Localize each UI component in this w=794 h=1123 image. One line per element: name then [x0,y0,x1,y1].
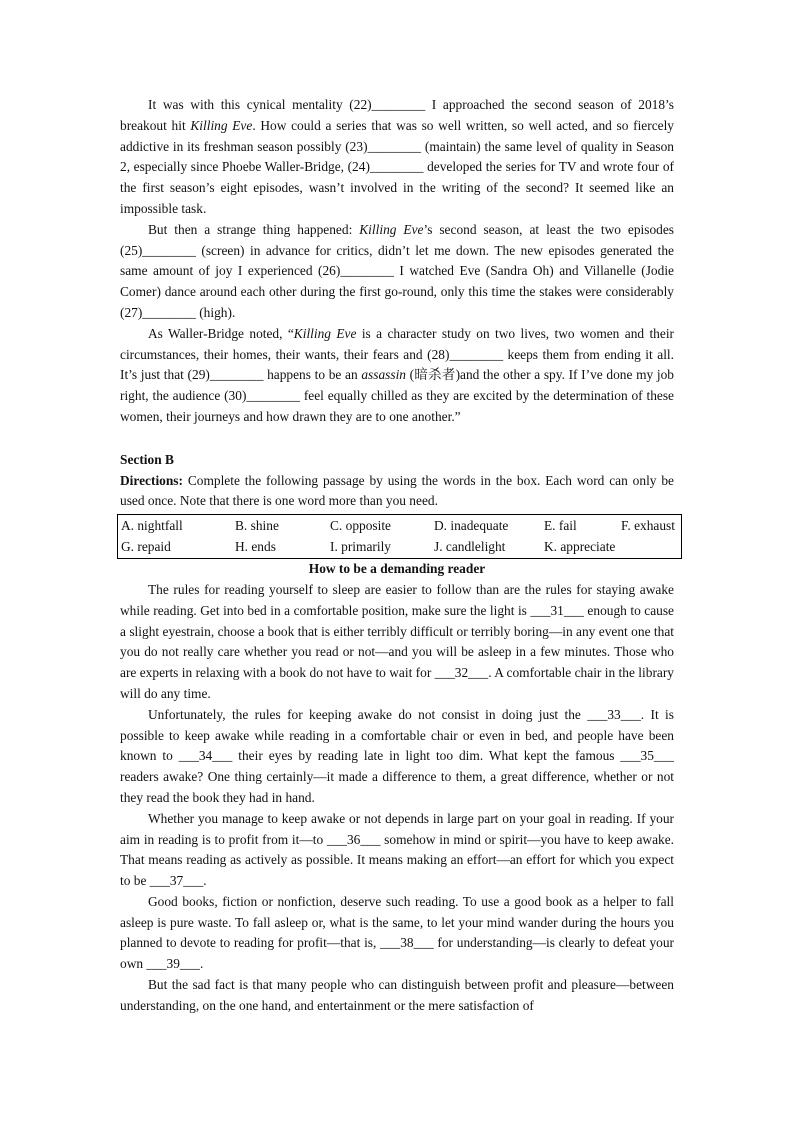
section-gap [120,428,674,450]
section-b-passage [120,580,674,1017]
word-option: A. nightfall [121,518,183,534]
text-run: is a character study on two lives, two women and their circumstances, their homes, their wants, their fears and (28)________ keeps them from ending it all. It’s just that (29)________ happens to be an [120,325,675,383]
passage-title: How to be a demanding reader [308,561,486,577]
directions-label: Directions: [120,472,183,488]
text-run: But then a strange thing happened: [148,221,360,237]
section-a-paragraph [120,220,674,324]
section-b-paragraph: But the sad fact is that many people who can distinguish between profit and pleasure—between understanding, on the one hand, and entertainment or the mere satisfaction of [120,977,674,1013]
word-option: G. repaid [121,538,171,554]
italic-text: Killing Eve [293,325,357,341]
text-run: . How could a series that was so well written, so well acted, and so fiercely addictive in its freshman season possibly (23)________ (maintain) the same level of quality in Season 2, especially since Phoebe Waller-Bridge, (24)________ developed the series for TV and wrote four of the first season’s eight episodes, wasn’t involved in the writing of the second? It seemed like an impossible task. [120,117,674,216]
italic-text: Killing Eve [190,117,253,133]
directions-text: Complete the following passage by using the words in the box. Each word can only be used once. Note that there is one word more than you need. [120,472,674,509]
word-option: J. candlelight [434,538,506,554]
word-option: I. primarily [330,538,391,554]
word-option: E. fail [544,518,577,534]
word-option: H. ends [235,538,276,554]
section-b-paragraph: Good books, fiction or nonfiction, deserve such reading. To use a good book as a helper to fall asleep is pure waste. To fall asleep or, what is the same, to let your mind wander during the hours you planned to devote to reading for profit—that is, ___38___ for understanding—is clearly to defeat your own ___39___. [120,893,674,972]
word-option: F. exhaust [621,518,675,534]
section-b-paragraph: The rules for reading yourself to sleep are easier to follow than are the rules for staying awake while reading. Get into bed in a comfortable position, make sure the light is ___31___ enough to cause a slight eyestrain, choose a book that is either terribly difficult or terribly boring—in any event one that you do not really care whether you read or not—and you will be asleep in a few minutes. Those who are experts in relaxing with a book do not have to wait for ___32___. A comfortable chair in the library will do any time. [120,581,674,701]
word-option [619,537,681,558]
section-b-paragraph: Whether you manage to keep awake or not depends in large part on your goal in reading. If your aim in reading is to profit from it—to ___36___ somehow in mind or spirit—you have to keep awake. That means reading as actively as possible. It means making an effort—an effort for which you expect to be ___37___. [120,810,674,889]
text-run: ’s second season, at least the two episodes (25)________ (screen) in advance for critics, didn’t let me down. The new episodes generated the same amount of joy I experienced (26)________ I watched Eve (Sandra Oh) and Villanelle (Jodie Comer) dance around each other during the first go-round, only this time the stakes were considerably (27)________ (high). [120,221,675,320]
word-option: K. appreciate [544,538,616,554]
section-a-paragraph [120,95,674,220]
directions [120,471,674,513]
italic-text: Killing Eve [359,221,424,237]
section-a-paragraph [120,324,674,428]
text-run: It was with this cynical mentality (22)________ I approached the second season of 2018’s breakout hit [120,97,674,133]
word-box [117,514,682,559]
document-page [120,95,674,1017]
word-option: D. inadequate [434,518,509,534]
section-b-title: Section B [120,451,174,467]
word-option: C. opposite [330,518,392,534]
text-run: As Waller-Bridge noted, “ [148,325,294,341]
section-b-paragraph: Unfortunately, the rules for keeping awake do not consist in doing just the ___33___. It is possible to keep awake while reading in a comfortable chair or even in bed, and people have been known to ___34___ their eyes by reading late in light too dim. What kept the famous ___35___ readers awake? One thing certainly—it made a difference to them, a great difference, whether or not they read the book they had in hand. [120,706,674,805]
word-option: B. shine [235,518,279,534]
text-run: (暗杀者)and the other a spy. If I’ve done my job right, the audience (30)________ feel equally chilled as they are excited by the determination of these women, their journeys and how drawn they are to one another.” [120,367,674,424]
section-a-passage [120,95,674,428]
italic-text: assassin [361,367,406,383]
